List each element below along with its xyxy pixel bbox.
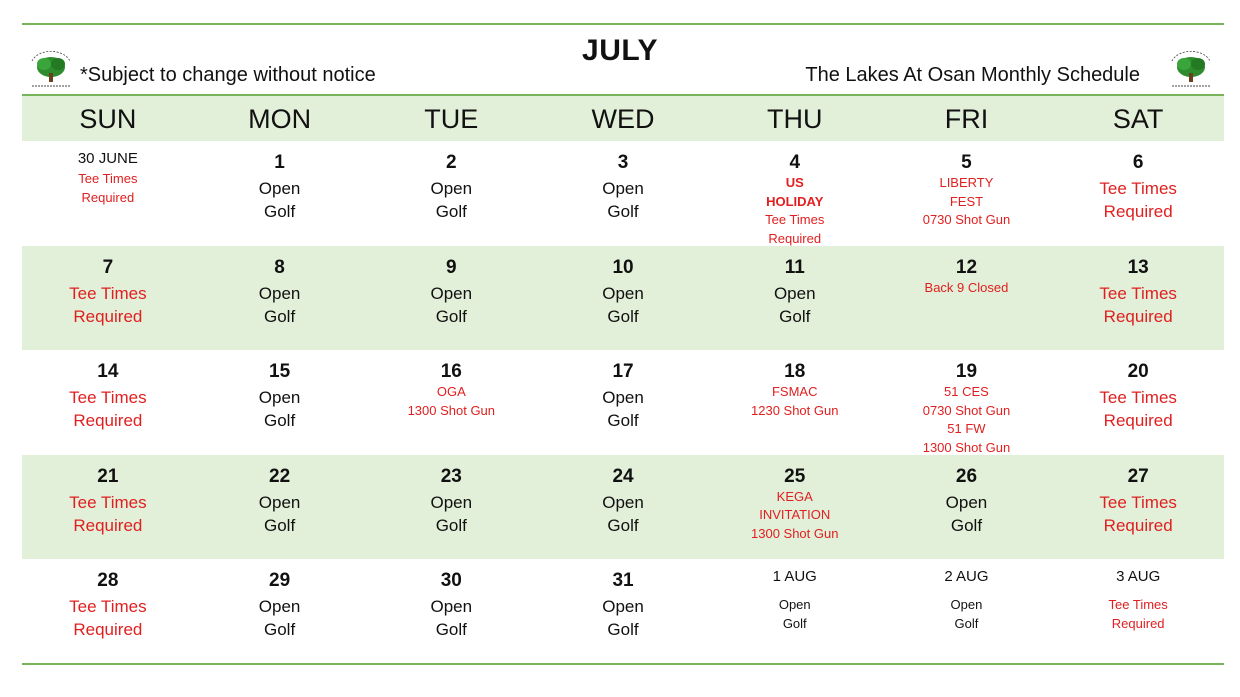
event-line: Open xyxy=(602,283,644,303)
day-number: 30 JUNE xyxy=(77,150,138,167)
day-events xyxy=(537,177,709,223)
event-line: Tee Times xyxy=(69,388,147,407)
calendar-week-row xyxy=(22,559,1224,664)
event-line: Open xyxy=(602,492,644,512)
day-cell xyxy=(22,141,194,246)
event-line: 51 CES xyxy=(944,384,989,399)
event-line: Open xyxy=(773,283,816,303)
event-line: Required xyxy=(73,620,143,639)
event-line: Golf xyxy=(950,515,983,535)
day-cell xyxy=(194,559,366,664)
weekday-header-row xyxy=(22,96,1224,141)
event-line: Tee Times xyxy=(1099,388,1177,407)
event-line: Open xyxy=(430,492,473,512)
event-line: Golf xyxy=(607,202,639,221)
event-line: Golf xyxy=(435,306,467,326)
day-cell xyxy=(365,350,537,455)
event-line: Golf xyxy=(779,306,811,326)
day-cell xyxy=(537,455,709,560)
event-line: Tee Times xyxy=(1108,597,1168,612)
day-events xyxy=(22,282,194,328)
day-cell xyxy=(1052,455,1224,560)
day-cell xyxy=(22,559,194,664)
day-number: 25 xyxy=(784,465,806,487)
day-cell xyxy=(365,455,537,560)
day-number: 21 xyxy=(97,465,119,487)
event-line: 1230 Shot Gun xyxy=(751,402,839,418)
day-events xyxy=(709,488,881,544)
event-line: Required xyxy=(73,411,143,430)
day-cell xyxy=(537,141,709,246)
event-line: Required xyxy=(768,230,822,246)
event-line: Open xyxy=(258,283,301,303)
day-events xyxy=(365,491,537,537)
event-line: LIBERTY xyxy=(939,175,994,190)
event-line: INVITATION xyxy=(759,507,831,522)
day-number: 24 xyxy=(612,465,634,487)
event-line: Open xyxy=(258,179,301,198)
month-title: JULY xyxy=(582,34,658,67)
day-number: 10 xyxy=(612,256,634,278)
calendar-week-row xyxy=(22,455,1224,560)
day-cell xyxy=(194,350,366,455)
event-line: Golf xyxy=(263,411,296,430)
day-number: 14 xyxy=(97,361,119,382)
event-line: Open xyxy=(258,597,301,616)
day-events xyxy=(1052,177,1224,223)
day-number: 9 xyxy=(446,256,457,278)
day-events xyxy=(365,383,537,420)
day-cell xyxy=(881,350,1053,455)
event-line: US xyxy=(785,175,804,190)
day-events xyxy=(22,386,194,432)
event-line: Golf xyxy=(263,515,296,535)
event-line: Golf xyxy=(263,620,296,639)
day-number: 3 xyxy=(617,152,629,173)
day-events xyxy=(537,386,709,432)
event-line: Required xyxy=(81,189,135,205)
day-number: 18 xyxy=(784,361,806,382)
event-line: Tee Times xyxy=(69,492,147,512)
day-cell xyxy=(537,559,709,664)
day-number: 27 xyxy=(1127,465,1149,487)
change-notice: *Subject to change without notice xyxy=(80,64,376,86)
weekday-mon: MON xyxy=(248,104,312,134)
day-events xyxy=(881,383,1053,457)
day-number: 4 xyxy=(789,152,801,173)
event-line: Required xyxy=(1103,306,1173,326)
day-cell xyxy=(22,350,194,455)
day-cell xyxy=(709,141,881,246)
day-events xyxy=(22,491,194,537)
day-number: 16 xyxy=(440,361,462,382)
day-events xyxy=(881,596,1053,633)
day-events xyxy=(194,491,366,537)
day-number: 2 xyxy=(446,152,457,173)
day-cell xyxy=(709,246,881,351)
event-line: Open xyxy=(258,388,301,407)
event-line: Open xyxy=(945,492,988,512)
day-cell xyxy=(537,246,709,351)
event-line: 0730 Shot Gun xyxy=(922,212,1011,227)
event-line: Golf xyxy=(435,202,467,221)
event-line: Golf xyxy=(782,615,807,631)
day-events xyxy=(365,595,537,641)
event-line: Open xyxy=(258,492,301,512)
event-line: FSMAC xyxy=(771,384,818,399)
event-line: Golf xyxy=(607,515,639,535)
day-number: 19 xyxy=(955,361,978,382)
day-number: 30 xyxy=(440,570,462,591)
event-line: HOLIDAY xyxy=(766,193,824,209)
day-cell xyxy=(1052,559,1224,664)
schedule-name: The Lakes At Osan Monthly Schedule xyxy=(805,64,1140,86)
day-events xyxy=(881,279,1053,298)
day-number: 15 xyxy=(269,361,291,382)
day-number: 31 xyxy=(612,570,634,591)
day-cell xyxy=(194,141,366,246)
calendar-grid xyxy=(22,96,1224,664)
event-line: Golf xyxy=(607,411,639,430)
day-cell xyxy=(881,455,1053,560)
day-cell xyxy=(194,246,366,351)
day-number: 26 xyxy=(955,465,978,487)
event-line: Tee Times xyxy=(69,283,147,303)
event-line: Back 9 Closed xyxy=(924,279,1009,295)
day-events xyxy=(881,491,1053,537)
event-line: 0730 Shot Gun xyxy=(922,402,1011,418)
event-line: Required xyxy=(1103,515,1173,535)
event-line: Golf xyxy=(607,620,639,639)
day-cell xyxy=(709,559,881,664)
event-line: Golf xyxy=(435,515,467,535)
day-events xyxy=(537,491,709,537)
day-cell xyxy=(881,141,1053,246)
day-number: 5 xyxy=(961,152,972,173)
day-number: 3 AUG xyxy=(1116,568,1161,585)
event-line: Open xyxy=(778,597,811,612)
event-line: Required xyxy=(1103,202,1173,221)
event-line: 1300 Shot Gun xyxy=(751,525,839,541)
event-line: OGA xyxy=(436,384,466,399)
event-line: Required xyxy=(1111,615,1165,631)
day-cell xyxy=(881,246,1053,351)
day-events xyxy=(194,386,366,432)
day-number: 22 xyxy=(269,465,291,487)
calendar-week-row xyxy=(22,246,1224,351)
day-cell xyxy=(1052,246,1224,351)
event-line: Tee Times xyxy=(1099,179,1177,198)
day-number: 1 AUG xyxy=(772,568,817,585)
event-line: Tee Times xyxy=(1099,492,1177,512)
day-number: 13 xyxy=(1127,256,1149,278)
day-events xyxy=(194,177,366,223)
top-divider xyxy=(22,23,1224,25)
event-line: Open xyxy=(430,597,473,616)
day-events xyxy=(1052,282,1224,328)
day-events xyxy=(365,177,537,223)
day-number: 28 xyxy=(97,570,119,591)
event-line: Open xyxy=(430,179,473,198)
day-number: 23 xyxy=(440,465,462,487)
day-events xyxy=(22,595,194,641)
event-line: Open xyxy=(602,388,644,407)
day-events xyxy=(22,170,194,207)
event-line: Open xyxy=(602,597,644,616)
day-cell xyxy=(22,246,194,351)
day-cell xyxy=(365,246,537,351)
day-number: 29 xyxy=(269,570,291,591)
day-cell xyxy=(1052,141,1224,246)
day-events xyxy=(709,282,881,328)
event-line: 1300 Shot Gun xyxy=(407,402,496,418)
event-line: 51 FW xyxy=(947,421,986,436)
event-line: Golf xyxy=(954,615,979,631)
day-events xyxy=(537,595,709,641)
day-number: 11 xyxy=(784,256,805,278)
day-number: 12 xyxy=(955,256,978,278)
calendar-week-row xyxy=(22,350,1224,455)
day-number: 1 xyxy=(274,152,285,173)
event-line: FEST xyxy=(949,193,984,209)
day-events xyxy=(537,282,709,328)
weekday-sun: SUN xyxy=(79,104,137,134)
day-events xyxy=(194,595,366,641)
day-events xyxy=(194,282,366,328)
day-cell xyxy=(365,559,537,664)
day-number: 2 AUG xyxy=(944,568,989,585)
event-line: Golf xyxy=(263,202,296,221)
weekday-tue: TUE xyxy=(424,104,479,134)
day-events xyxy=(709,596,881,633)
day-cell xyxy=(365,141,537,246)
weekday-thu: THU xyxy=(766,104,823,134)
day-events xyxy=(709,383,881,420)
event-line: Required xyxy=(1103,411,1173,430)
weekday-fri: FRI xyxy=(944,104,989,134)
day-cell xyxy=(881,559,1053,664)
day-events xyxy=(1052,386,1224,432)
event-line: Tee Times xyxy=(78,171,138,186)
day-cell xyxy=(194,455,366,560)
event-line: KEGA xyxy=(776,488,813,504)
day-number: 8 xyxy=(274,256,285,278)
event-line: Golf xyxy=(263,306,296,326)
weekday-sat: SAT xyxy=(1112,104,1164,134)
event-line: Golf xyxy=(607,306,639,326)
day-number: 6 xyxy=(1132,152,1144,173)
event-line: Golf xyxy=(435,620,467,639)
day-number: 7 xyxy=(102,256,114,278)
event-line: Open xyxy=(950,597,983,612)
day-cell xyxy=(709,350,881,455)
day-events xyxy=(881,174,1053,230)
weekday-wed: WED xyxy=(591,104,655,134)
day-events xyxy=(1052,491,1224,537)
event-line: 1300 Shot Gun xyxy=(922,439,1011,455)
day-cell xyxy=(537,350,709,455)
day-events xyxy=(709,174,881,248)
event-line: Required xyxy=(73,306,143,326)
day-cell xyxy=(22,455,194,560)
event-line: Tee Times xyxy=(69,597,147,616)
event-line: Open xyxy=(430,283,473,303)
day-number: 17 xyxy=(612,361,634,382)
calendar-weeks xyxy=(22,141,1224,664)
calendar-week-row xyxy=(22,141,1224,246)
day-number: 20 xyxy=(1127,361,1149,382)
day-cell xyxy=(1052,350,1224,455)
event-line: Tee Times xyxy=(1099,283,1177,303)
day-events xyxy=(1052,596,1224,633)
event-line: Tee Times xyxy=(765,212,825,227)
day-cell xyxy=(709,455,881,560)
event-line: Open xyxy=(602,179,644,198)
event-line: Required xyxy=(73,515,143,535)
day-events xyxy=(365,282,537,328)
